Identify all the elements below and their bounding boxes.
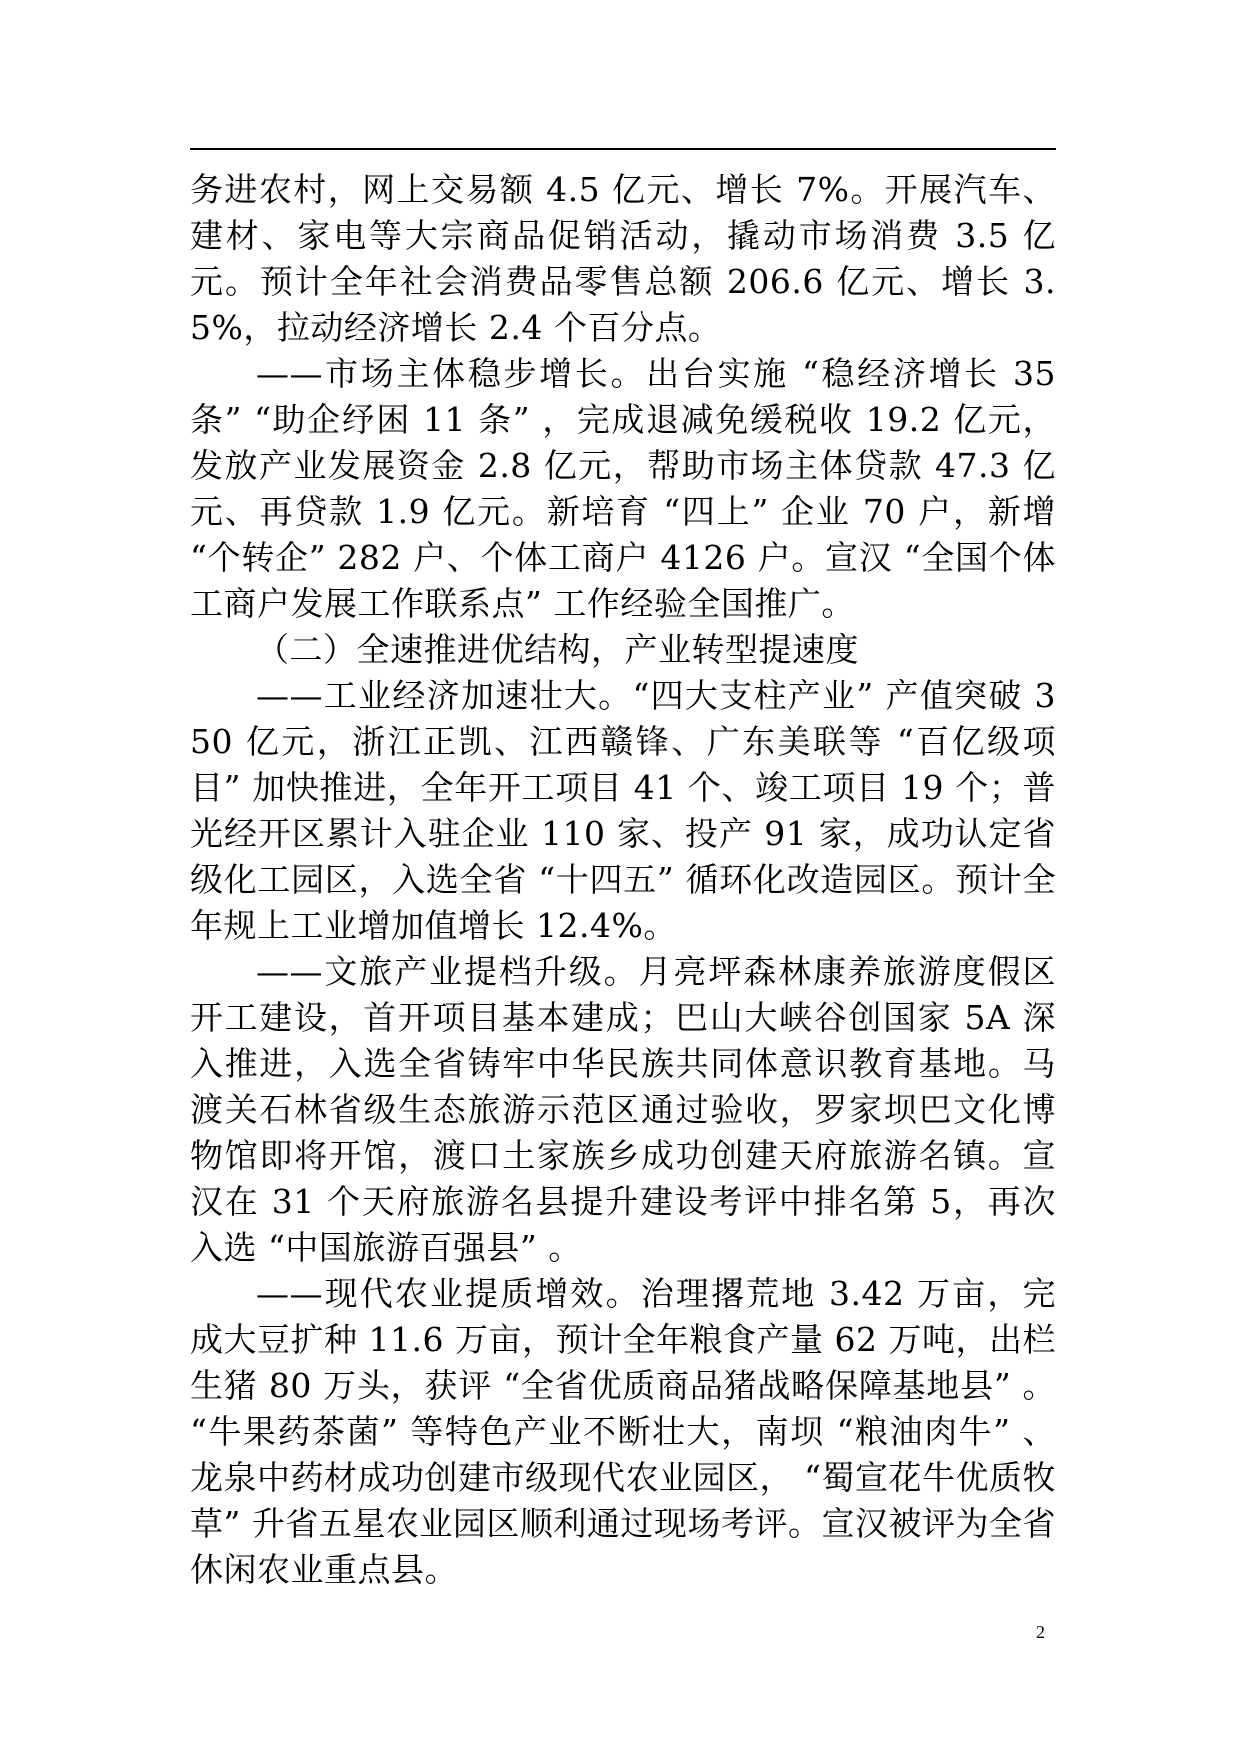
paragraph-industrial-economy: ——工业经济加速壮大。“四大支柱产业” 产值突破 350 亿元，浙江正凯、江西赣锋、广东美联等 “百亿级项目” 加快推进，全年开工项目 41 个、竣工项目 19 个；普光经开区累计入驻企业 110 家、投产 91 家，成功认定省级化工园区，入选全省 “十四五” 循环化改造园区。预计全年规上工业增加值增长 12.4%。	[190, 676, 1056, 945]
paragraph-modern-agriculture: ——现代农业提质增效。治理撂荒地 3.42 万亩，完成大豆扩种 11.6 万亩，预计全年粮食产量 62 万吨，出栏生猪 80 万头，获评 “全省优质商品猪战略保障基地县” 。 “牛果药茶菌” 等特色产业不断壮大，南坝 “粮油肉牛” 、龙泉中药材成功创建市级现代农业园区， “蜀宣花牛优质牧草” 升省五星农业园区顺利通过现场考评。宣汉被评为全省休闲农业重点县。	[190, 1274, 1056, 1589]
body-text	[190, 167, 1056, 1593]
section-heading-2: （二）全速推进优结构，产业转型提速度	[256, 630, 859, 669]
paragraph-continuation: 务进农村，网上交易额 4.5 亿元、增长 7%。开展汽车、建材、家电等大宗商品促销活动，撬动市场消费 3.5 亿元。预计全年社会消费品零售总额 206.6 亿元、增长 3.5%，拉动经济增长 2.4 个百分点。	[190, 170, 1056, 347]
paragraph-market-entities: ——市场主体稳步增长。出台实施 “稳经济增长 35 条” “助企纾困 11 条” ，完成退减免缓税收 19.2 亿元，发放产业发展资金 2.8 亿元，帮助市场主体贷款 47.3 亿元、再贷款 1.9 亿元。新培育 “四上” 企业 70 户，新增 “个转企” 282 户、个体工商户 4126 户。宣汉 “全国个体工商户发展工作联系点” 工作经验全国推广。	[190, 354, 1056, 623]
paragraph-culture-tourism: ——文旅产业提档升级。月亮坪森林康养旅游度假区开工建设，首开项目基本建成；巴山大峡谷创国家 5A 深入推进，入选全省铸牢中华民族共同体意识教育基地。马渡关石林省级生态旅游示范区通过验收，罗家坝巴文化博物馆即将开馆，渡口土家族乡成功创建天府旅游名镇。宣汉在 31 个天府旅游名县提升建设考评中排名第 5，再次入选 “中国旅游百强县” 。	[190, 952, 1056, 1267]
header-rule	[190, 148, 1056, 150]
page-number: 2	[1036, 1622, 1045, 1642]
